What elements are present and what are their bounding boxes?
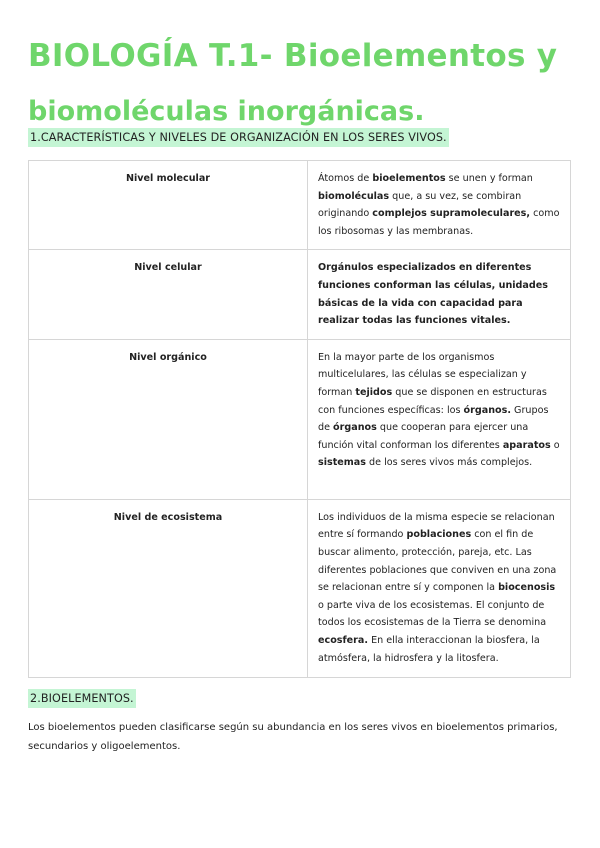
- bold-term: aparatos: [502, 439, 551, 451]
- table-row: [29, 339, 571, 499]
- description-text: En la mayor parte de los organismos multicelulares, las células se especializan y forman: [318, 351, 527, 398]
- bold-term: órganos: [333, 422, 377, 434]
- description-text: que, a su vez, se combiran originando: [318, 190, 522, 220]
- description-text: que cooperan para ejercer una función vital conforman los diferentes: [318, 422, 529, 451]
- description-text: Los individuos de la misma especie se relacionan entre sí formando: [318, 511, 555, 541]
- description-text: Átomos de: [318, 173, 373, 184]
- bold-term: bioelementos: [372, 173, 446, 184]
- bold-term: sistemas: [318, 457, 366, 469]
- level-name: Nivel celular: [29, 250, 308, 339]
- description-text: que se disponen en estructuras con funciones específicas: los: [318, 386, 547, 416]
- bold-term: complejos supramoleculares,: [372, 208, 531, 220]
- description-text: de los seres vivos más complejos.: [365, 457, 533, 469]
- level-name: Nivel orgánico: [29, 339, 308, 499]
- title-line-2: biomoléculas inorgánicas.: [28, 96, 425, 127]
- description-text: Grupos de: [318, 404, 549, 434]
- table-row: [29, 161, 571, 250]
- table-row: [29, 499, 571, 677]
- section-1-heading: 1.CARACTERÍSTICAS Y NIVELES DE ORGANIZACIÓN EN LOS SERES VIVOS.: [28, 128, 449, 147]
- bold-term: biomoléculas: [318, 190, 390, 202]
- section-2-heading: 2.BIOELEMENTOS.: [28, 689, 136, 708]
- table-row: [29, 250, 571, 339]
- level-description: [308, 499, 571, 677]
- level-description: [308, 339, 571, 499]
- bold-term: poblaciones: [406, 529, 472, 541]
- description-text: como los ribosomas y las membranas.: [318, 208, 560, 237]
- level-name: Nivel molecular: [29, 161, 308, 250]
- level-description: [308, 161, 571, 250]
- description-text: o: [550, 439, 560, 451]
- bold-term: ecosfera.: [318, 634, 369, 646]
- bioelements-paragraph: Los bioelementos pueden clasificarse según su abundancia en los seres vivos en bioelementos primarios, secundarios y oligoelementos.: [28, 722, 558, 752]
- bold-term: órganos.: [463, 404, 511, 416]
- description-text: se unen y forman: [445, 173, 533, 184]
- description-text: En ella interaccionan la biosfera, la atmósfera, la hidrosfera y la litosfera.: [318, 634, 540, 664]
- level-name: Nivel de ecosistema: [29, 499, 308, 677]
- bold-term: biocenosis: [498, 582, 556, 594]
- document-title: [28, 28, 588, 140]
- level-description: [308, 250, 571, 339]
- title-line-1: BIOLOGÍA T.1- Bioelementos y: [28, 38, 558, 74]
- bold-term: Orgánulos especializados en diferentes funciones conforman las células, unidades básicas de la vida con capacidad para realizar todas las funciones vitales.: [318, 262, 548, 327]
- organization-levels-table: [28, 160, 571, 678]
- description-text: o parte viva de los ecosistemas. El conjunto de todos los ecosistemas de la Tierra se denomina: [318, 599, 547, 629]
- description-text: con el fin de buscar alimento, protección, pareja, etc. Las diferentes poblaciones que conviven en una zona se relacionan entre sí y componen la: [318, 529, 557, 594]
- bold-term: tejidos: [355, 386, 393, 398]
